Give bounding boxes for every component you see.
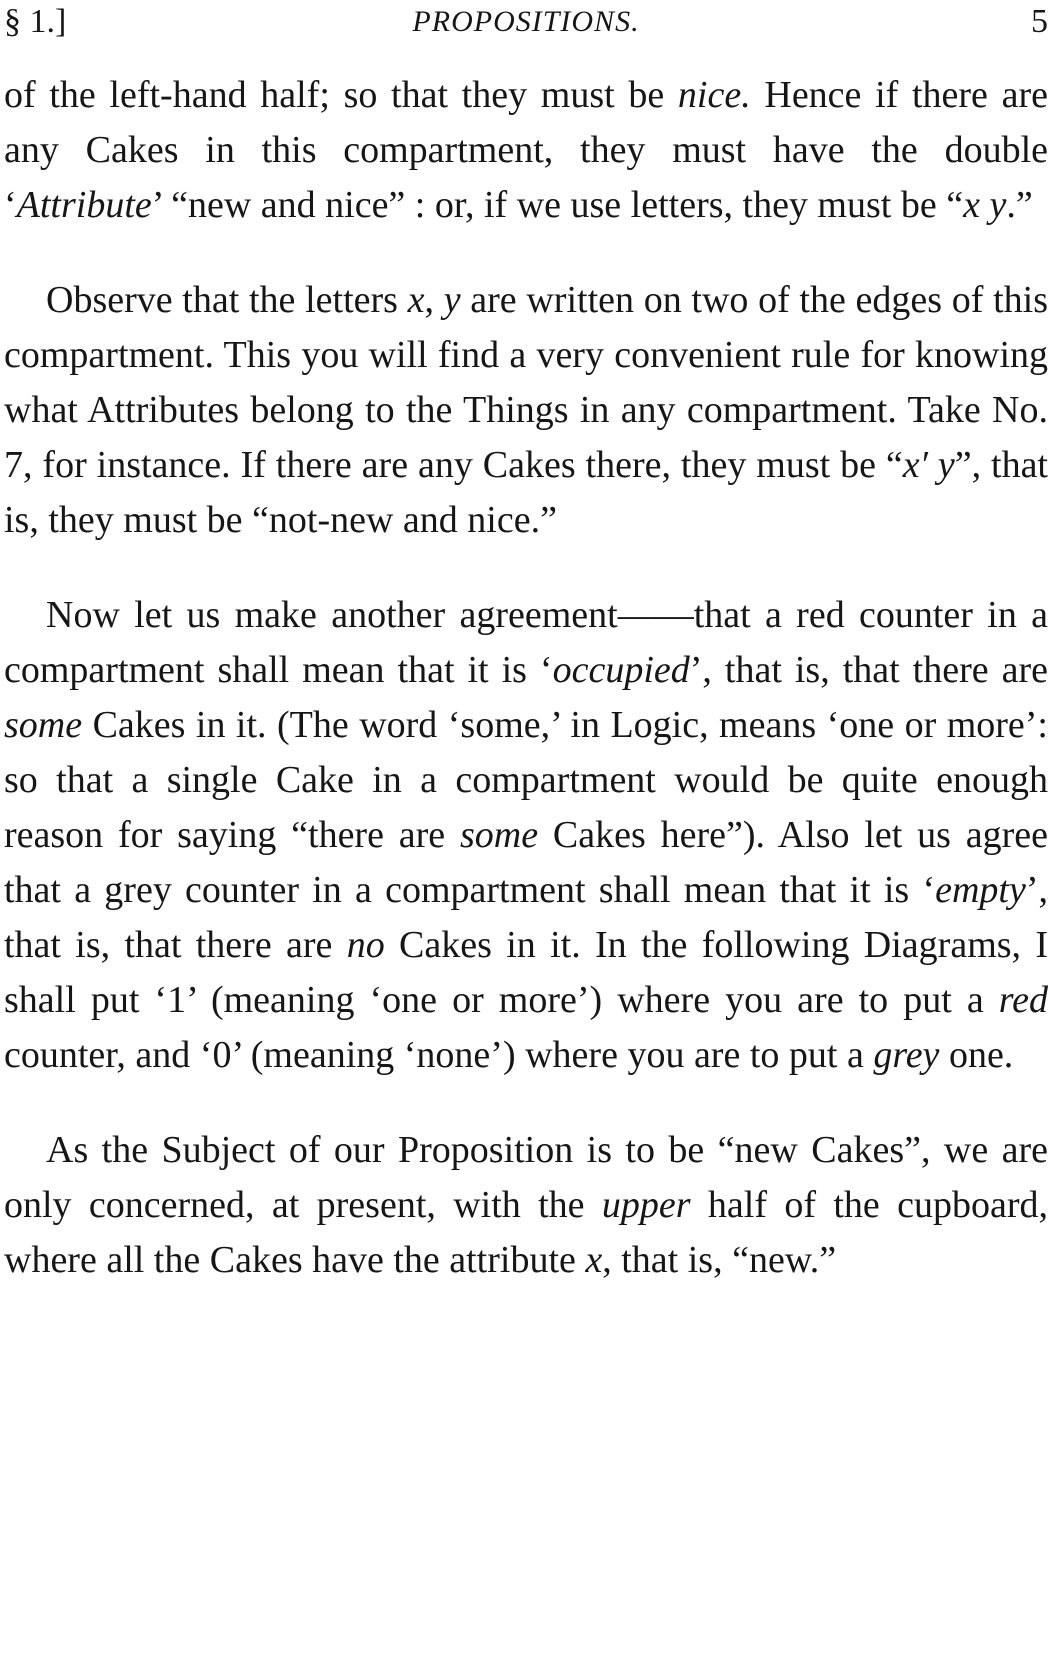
text-run: half of the cupboard, where all the Cakes have the attribute bbox=[4, 1184, 1048, 1281]
section-marker: § 1.] bbox=[4, 3, 67, 40]
text-run: .” bbox=[1006, 184, 1033, 226]
paragraph bbox=[4, 68, 1048, 233]
page-number: 5 bbox=[1031, 3, 1048, 40]
italic-run: some bbox=[4, 704, 83, 746]
running-title: PROPOSITIONS. bbox=[412, 5, 640, 38]
italic-run: upper bbox=[601, 1184, 691, 1226]
text-run: ’ “new and nice” : or, if we use letters, they must be “ bbox=[151, 184, 964, 226]
running-head bbox=[4, 0, 1048, 44]
text-run: , that is, “new.” bbox=[602, 1239, 837, 1281]
text-run: ’, that is, that there are bbox=[4, 869, 1048, 966]
text-run: , bbox=[424, 279, 444, 321]
text-run: are written on two of the edges of this compartment. This you will find a very convenient rule for knowing what Attributes belong to the Things in any compartment. Take No. 7, for instance. If there are any Cakes there, they must be “ bbox=[4, 279, 1049, 486]
italic-run: x y bbox=[963, 184, 1007, 226]
paragraph bbox=[4, 1123, 1048, 1288]
italic-run: x bbox=[407, 279, 425, 321]
italic-run: some bbox=[459, 814, 539, 856]
text-run: Now let us make another agreement——that a red counter in a compartment shall mean that it is ‘ bbox=[4, 594, 1048, 691]
text-run: one. bbox=[939, 1034, 1014, 1076]
text-run: Cakes in it. In the following Diagrams, I shall put ‘1’ (meaning ‘one or more’) where you are to put a bbox=[4, 924, 1049, 1021]
text-run: Cakes here”). Also let us agree that a grey counter in a compartment shall mean that it is ‘ bbox=[4, 814, 1048, 911]
italic-run: nice. bbox=[677, 74, 751, 116]
text-run: As the Subject of our Proposition is to be “new Cakes”, we are only concerned, at present, with the bbox=[4, 1129, 1048, 1226]
italic-run: empty bbox=[935, 869, 1026, 911]
italic-run: occupied bbox=[552, 649, 690, 691]
text-run: Cakes in it. (The word ‘some,’ in Logic, means ‘one or more’: so that a single Cake in a compartment would be quite enough reason for saying “there are bbox=[4, 704, 1048, 856]
text-run: ’, that is, that there are bbox=[689, 649, 1049, 691]
italic-run: y bbox=[443, 279, 461, 321]
italic-run: grey bbox=[873, 1034, 940, 1076]
paragraph bbox=[4, 588, 1048, 1083]
text-run: Hence if there are any Cakes in this compartment, they must have the double ‘ bbox=[4, 74, 1048, 226]
italic-run: x′ y bbox=[902, 444, 955, 486]
text-run: ”, that is, they must be “not-new and nice.” bbox=[4, 444, 1048, 541]
text-run: of the left-hand half; so that they must be bbox=[4, 74, 678, 116]
italic-run: red bbox=[998, 979, 1048, 1021]
text-run: counter, and ‘0’ (meaning ‘none’) where you are to put a bbox=[4, 1034, 874, 1076]
text-run: Observe that the letters bbox=[46, 279, 408, 321]
italic-run: x bbox=[585, 1239, 603, 1281]
paragraph bbox=[4, 273, 1048, 548]
italic-run: Attribute bbox=[16, 184, 152, 226]
body-text bbox=[4, 68, 1048, 1288]
italic-run: no bbox=[346, 924, 385, 966]
